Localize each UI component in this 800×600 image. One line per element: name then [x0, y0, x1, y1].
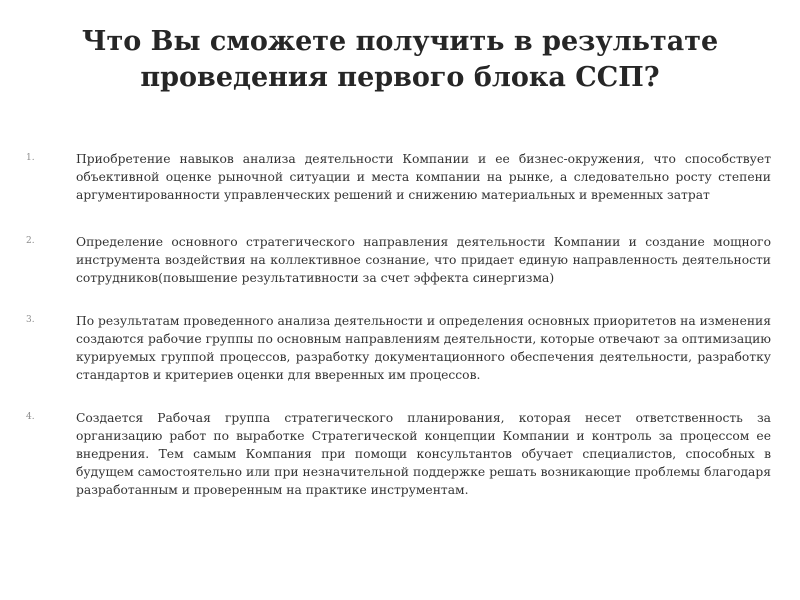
- list-item-number: 4.: [26, 412, 35, 422]
- list-item-text: Создается Рабочая группа стратегического планирования, которая несет ответственность за организацию работ по выработке Стратегической концепции Компании и контроль за процессом ее внедрения. Тем самым Компания при помощи консультантов обучает специалистов, способных в будущем самостоятельно или при незначительной поддержке решать возникающие проблемы благодаря разработанным и проверенным на практике инструментам.: [76, 411, 771, 497]
- list-item-number: 3.: [26, 315, 35, 325]
- list-item-number: 1.: [26, 153, 35, 163]
- list-item-text: Приобретение навыков анализа деятельности Компании и ее бизнес-окружения, что способствует объективной оценке рыночной ситуации и места компании на рынке, а следовательно росту степени аргументированности управленческих решений и снижению материальных и временных затрат: [76, 152, 771, 202]
- title-line-2: проведения первого блока ССП?: [140, 62, 660, 93]
- list-item-number: 2.: [26, 236, 35, 246]
- title-line-1: Что Вы сможете получить в результате: [81, 26, 719, 57]
- list-item-text: По результатам проведенного анализа деятельности и определения основных приоритетов на изменения создаются рабочие группы по основным направлениям деятельности, которые отвечают за оптимизацию курируемых группой процессов, разработку документационного обеспечения деятельности, разработку стандартов и критериев оценки для вверенных им процессов.: [76, 314, 771, 382]
- list-item-text: Определение основного стратегического направления деятельности Компании и создание мощного инструмента воздействия на коллективное сознание, что придает единую направленность деятельности сотрудников(повышение результативности за счет эффекта синергизма): [76, 235, 771, 285]
